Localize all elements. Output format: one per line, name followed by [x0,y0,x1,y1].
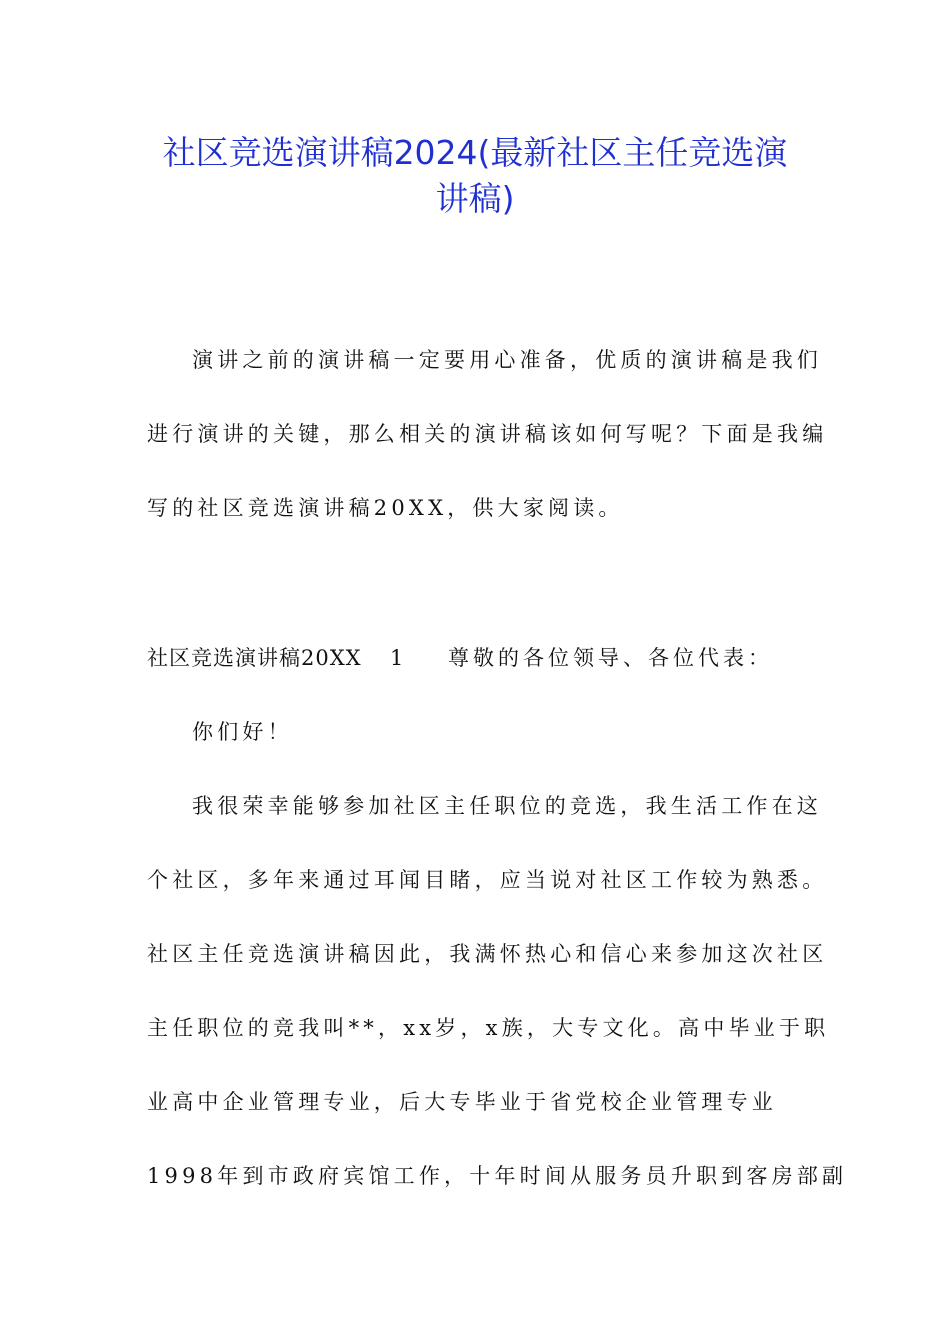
body-line-1: 我很荣幸能够参加社区主任职位的竞选，我生活工作在这 [192,794,822,818]
document-title-line-1: 社区竞选演讲稿2024(最新社区主任竞选演 [162,133,788,172]
greeting: 你们好！ [192,720,293,744]
section-number: 1 [390,646,404,670]
section-title: 社区竞选演讲稿20XX [147,646,362,670]
body-line-6: 1998年到市政府宾馆工作，十年时间从服务员升职到客房部副 [147,1164,848,1188]
body-line-4: 主任职位的竞我叫**，xx岁，x族，大专文化。高中毕业于职 [147,1016,830,1040]
document-title-line-2: 讲稿) [435,179,515,218]
body-line-2: 个社区，多年来通过耳闻目睹，应当说对社区工作较为熟悉。 [147,868,828,892]
intro-line-3: 写的社区竞选演讲稿20XX，供大家阅读。 [147,496,624,520]
intro-line-1: 演讲之前的演讲稿一定要用心准备，优质的演讲稿是我们 [192,348,822,372]
body-line-5: 业高中企业管理专业，后大专毕业于省党校企业管理专业 [147,1090,777,1114]
body-line-3: 社区主任竞选演讲稿因此，我满怀热心和信心来参加这次社区 [147,942,828,966]
intro-line-2: 进行演讲的关键，那么相关的演讲稿该如何写呢？下面是我编 [147,422,828,446]
salutation: 尊敬的各位领导、各位代表： [448,646,773,670]
